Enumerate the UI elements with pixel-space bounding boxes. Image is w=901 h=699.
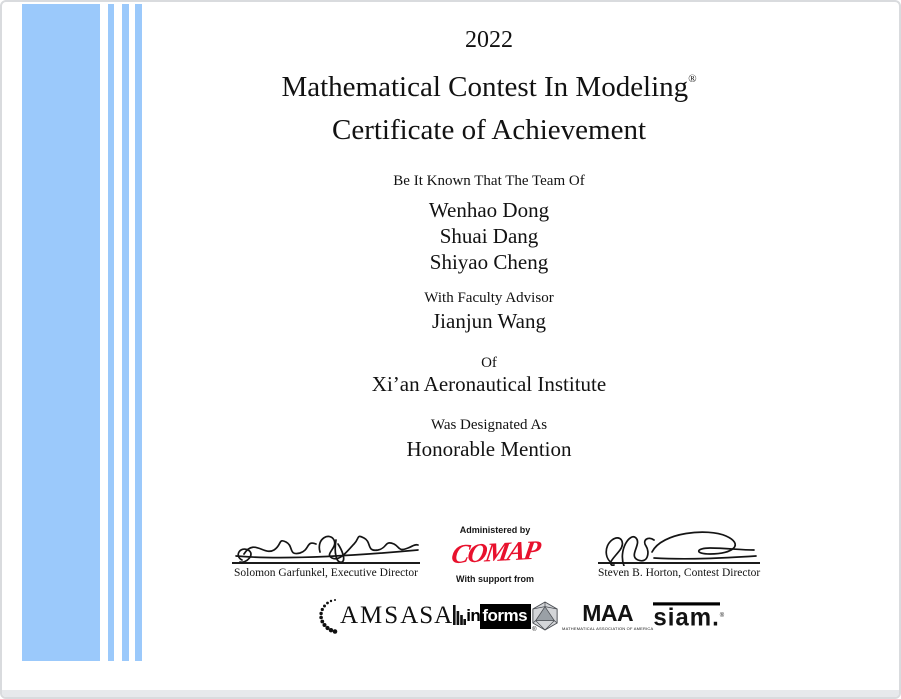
comap-logo: COMAP	[449, 534, 541, 570]
siam-registered-mark: ®	[719, 613, 725, 619]
ams-dots-arc-icon	[318, 598, 338, 634]
ams-logo	[318, 598, 400, 634]
contest-director-caption: Steven B. Horton, Contest Director	[598, 567, 761, 579]
garfunkel-signature-icon	[232, 526, 420, 566]
asa-bars-icon	[453, 605, 466, 627]
sponsor-logos-row	[318, 594, 725, 638]
advisor-name: Jianjun Wang	[432, 309, 546, 333]
contest-title	[75, 70, 901, 105]
informs-wordmark-in: in	[466, 606, 481, 625]
designation-intro-label: Was Designated As	[430, 417, 548, 433]
executive-director-signature-block	[232, 526, 420, 579]
executive-director-caption: Solomon Garfunkel, Executive Director	[234, 567, 418, 579]
institution-name: Xi’an Aeronautical Institute	[371, 372, 607, 396]
signature-line	[232, 562, 420, 564]
certificate-subtitle: Certificate of Achievement	[331, 114, 647, 146]
team-intro-label: Be It Known That The Team Of	[393, 173, 585, 189]
contest-year: 2022	[465, 27, 513, 53]
informs-logo	[466, 604, 537, 633]
team-member-name: Wenhao Dong	[428, 198, 550, 222]
maa-caption: MATHEMATICAL ASSOCIATION OF AMERICA	[562, 625, 654, 631]
contest-director-signature-block	[598, 528, 760, 579]
siam-wordmark: siam.	[653, 602, 720, 632]
advisor-intro-label: With Faculty Advisor	[424, 290, 554, 306]
support-from-label: With support from	[456, 574, 534, 584]
registered-trademark-mark: ®	[688, 73, 697, 85]
comap-block	[427, 525, 563, 584]
team-member-name: Shiyao Cheng	[429, 250, 549, 274]
team-member-name: Shuai Dang	[439, 224, 539, 248]
siam-logo	[653, 603, 724, 630]
page-bottom-edge	[2, 690, 899, 697]
asa-logo	[400, 602, 466, 630]
asa-wordmark: ASA	[400, 602, 454, 629]
informs-registered-mark: ®	[532, 626, 537, 633]
maa-wordmark: MAA	[582, 599, 634, 626]
administered-by-label: Administered by	[459, 525, 531, 535]
maa-logo	[531, 601, 653, 631]
ams-wordmark: AMS	[340, 602, 401, 629]
award-designation: Honorable Mention	[406, 437, 572, 461]
horton-signature-icon	[598, 528, 760, 566]
certificate-body	[75, 2, 901, 697]
informs-wordmark-forms: forms	[480, 604, 531, 629]
contest-title-text: Mathematical Contest In Modeling	[281, 71, 689, 103]
of-label: Of	[481, 355, 497, 371]
